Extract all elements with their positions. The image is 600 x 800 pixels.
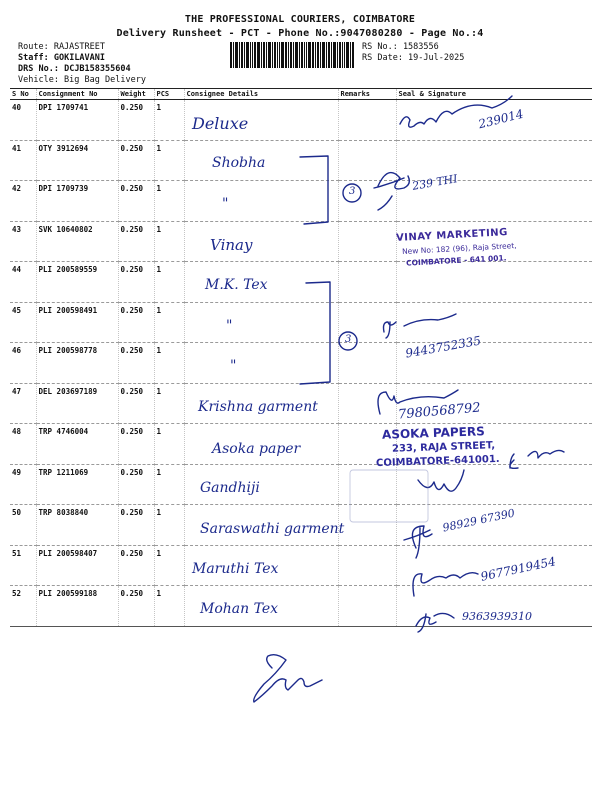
table-header-row bbox=[10, 89, 592, 100]
cell-weight: 0.250 bbox=[118, 343, 154, 384]
cell-pcs: 1 bbox=[154, 140, 184, 181]
table-row bbox=[10, 181, 592, 222]
cell-remarks bbox=[338, 545, 396, 586]
hw-consignee-49: Gandhiji bbox=[200, 480, 260, 496]
cell-consignment: PLI 200598778 bbox=[36, 343, 118, 384]
hw-consignee-51: Maruthi Tex bbox=[192, 561, 279, 577]
cell-consignment: DPI 1709741 bbox=[36, 100, 118, 141]
cell-weight: 0.250 bbox=[118, 181, 154, 222]
barcode-icon bbox=[230, 42, 354, 68]
staff-name: GOKILAVANI bbox=[53, 53, 106, 63]
hw-phone-52: 9363939310 bbox=[462, 610, 532, 623]
drs-number: DCJB158355604 bbox=[64, 64, 131, 74]
cell-remarks bbox=[338, 140, 396, 181]
cell-consignment: OTY 3912694 bbox=[36, 140, 118, 181]
col-header-weight: Weight bbox=[118, 89, 154, 100]
hw-consignee-42: " bbox=[222, 196, 229, 212]
col-header-sno: S No bbox=[10, 89, 36, 100]
cell-weight: 0.250 bbox=[118, 424, 154, 465]
cell-pcs: 1 bbox=[154, 383, 184, 424]
table-row bbox=[10, 464, 592, 505]
hw-consignee-46: " bbox=[230, 358, 237, 374]
cell-consignment: DEL 203697189 bbox=[36, 383, 118, 424]
hw-consignee-40: Deluxe bbox=[192, 114, 249, 133]
stamp-asoka-addr1: 233, RAJA STREET, bbox=[391, 440, 496, 455]
hw-consignee-47: Krishna garment bbox=[198, 399, 318, 415]
cell-pcs: 1 bbox=[154, 545, 184, 586]
rs-date: RS Date: 19-Jul-2025 bbox=[362, 53, 465, 63]
cell-consignee bbox=[184, 181, 338, 222]
hw-phone-50: 98929 67390 bbox=[441, 506, 517, 535]
cell-weight: 0.250 bbox=[118, 221, 154, 262]
cell-sno: 42 bbox=[10, 181, 36, 222]
cell-weight: 0.250 bbox=[118, 586, 154, 627]
hw-note-42: 239 THI bbox=[411, 172, 459, 193]
company-title: THE PROFESSIONAL COURIERS, COIMBATORE bbox=[184, 14, 416, 25]
cell-signature bbox=[396, 302, 592, 343]
cell-sno: 44 bbox=[10, 262, 36, 303]
staff-label: Staff: bbox=[18, 53, 49, 63]
hw-consignee-50: Saraswathi garment bbox=[200, 521, 345, 537]
cell-sno: 47 bbox=[10, 383, 36, 424]
hw-note-40: 239014 bbox=[476, 106, 525, 132]
cell-pcs: 1 bbox=[154, 181, 184, 222]
cell-pcs: 1 bbox=[154, 464, 184, 505]
cell-pcs: 1 bbox=[154, 505, 184, 546]
table-row bbox=[10, 140, 592, 181]
hw-consignee-48: Asoka paper bbox=[212, 441, 301, 457]
cell-remarks bbox=[338, 586, 396, 627]
cell-weight: 0.250 bbox=[118, 140, 154, 181]
cell-pcs: 1 bbox=[154, 262, 184, 303]
cell-sno: 40 bbox=[10, 100, 36, 141]
cell-weight: 0.250 bbox=[118, 100, 154, 141]
hw-consignee-43: Vinay bbox=[210, 236, 253, 254]
cell-consignment: PLI 200599188 bbox=[36, 586, 118, 627]
cell-pcs: 1 bbox=[154, 100, 184, 141]
table-row bbox=[10, 262, 592, 303]
cell-sno: 50 bbox=[10, 505, 36, 546]
runsheet-subtitle: Delivery Runsheet - PCT - Phone No.:9047080280 - Page No.:4 bbox=[116, 28, 484, 39]
cell-remarks bbox=[338, 100, 396, 141]
cell-weight: 0.250 bbox=[118, 302, 154, 343]
cell-weight: 0.250 bbox=[118, 262, 154, 303]
rs-number: RS No.: 1583556 bbox=[362, 42, 439, 52]
cell-signature bbox=[396, 262, 592, 303]
col-header-remarks: Remarks bbox=[338, 89, 396, 100]
cell-sno: 41 bbox=[10, 140, 36, 181]
cell-remarks bbox=[338, 505, 396, 546]
hw-bracket-count-2: 3 bbox=[345, 334, 352, 345]
cell-sno: 45 bbox=[10, 302, 36, 343]
cell-pcs: 1 bbox=[154, 343, 184, 384]
cell-weight: 0.250 bbox=[118, 383, 154, 424]
hw-phone-45: 9443752335 bbox=[404, 333, 482, 361]
cell-sno: 48 bbox=[10, 424, 36, 465]
cell-weight: 0.250 bbox=[118, 505, 154, 546]
stamp-asoka-addr2: COIMBATORE-641001. bbox=[375, 453, 500, 470]
table-row bbox=[10, 343, 592, 384]
col-header-consignment: Consignment No bbox=[36, 89, 118, 100]
route-label: Route: RAJASTREET bbox=[18, 42, 105, 52]
hw-phone-47: 7980568792 bbox=[397, 400, 482, 423]
cell-consignment: TRP 1211069 bbox=[36, 464, 118, 505]
stamp-vinay-addr1: New No: 182 (96), Raja Street, bbox=[401, 241, 517, 256]
cell-remarks bbox=[338, 383, 396, 424]
cell-consignment: SVK 10640802 bbox=[36, 221, 118, 262]
cell-sno: 52 bbox=[10, 586, 36, 627]
stamp-asoka-name: ASOKA PAPERS bbox=[381, 424, 485, 442]
cell-consignment: PLI 200598407 bbox=[36, 545, 118, 586]
cell-sno: 43 bbox=[10, 221, 36, 262]
drs-label: DRS No.: bbox=[18, 64, 59, 74]
cell-remarks bbox=[338, 181, 396, 222]
cell-signature bbox=[396, 140, 592, 181]
cell-remarks bbox=[338, 262, 396, 303]
cell-pcs: 1 bbox=[154, 586, 184, 627]
table-row bbox=[10, 424, 592, 465]
cell-consignment: PLI 200589559 bbox=[36, 262, 118, 303]
hw-consignee-52: Mohan Tex bbox=[200, 601, 279, 617]
cell-consignment: DPI 1709739 bbox=[36, 181, 118, 222]
col-header-signature: Seal & Signature bbox=[396, 89, 592, 100]
cell-consignment: PLI 200598491 bbox=[36, 302, 118, 343]
runsheet-table bbox=[10, 88, 592, 627]
staff-line bbox=[18, 53, 105, 63]
hw-consignee-44: M.K. Tex bbox=[205, 277, 268, 293]
cell-pcs: 1 bbox=[154, 302, 184, 343]
vehicle-label: Vehicle: Big Bag Delivery bbox=[18, 75, 146, 85]
cell-pcs: 1 bbox=[154, 424, 184, 465]
cell-consignee bbox=[184, 343, 338, 384]
cell-sno: 46 bbox=[10, 343, 36, 384]
cell-remarks bbox=[338, 221, 396, 262]
cell-pcs: 1 bbox=[154, 221, 184, 262]
cell-consignment: TRP 4746004 bbox=[36, 424, 118, 465]
cell-weight: 0.250 bbox=[118, 464, 154, 505]
cell-consignee bbox=[184, 302, 338, 343]
cell-signature bbox=[396, 464, 592, 505]
footer-signature bbox=[254, 655, 322, 702]
hw-bracket-count-1: 3 bbox=[349, 186, 356, 197]
stamp-vinay-addr2: COIMBATORE - 641 001. bbox=[405, 253, 507, 268]
table-row bbox=[10, 302, 592, 343]
hw-consignee-45: " bbox=[226, 318, 233, 334]
cell-sno: 51 bbox=[10, 545, 36, 586]
cell-remarks bbox=[338, 343, 396, 384]
hw-consignee-41: Shobha bbox=[212, 155, 266, 171]
cell-sno: 49 bbox=[10, 464, 36, 505]
cell-weight: 0.250 bbox=[118, 545, 154, 586]
col-header-consignee: Consignee Details bbox=[184, 89, 338, 100]
drs-line bbox=[18, 64, 131, 74]
hw-phone-51: 9677919454 bbox=[479, 554, 557, 584]
col-header-pcs: PCS bbox=[154, 89, 184, 100]
cell-consignee bbox=[184, 221, 338, 262]
cell-consignment: TRP 8038840 bbox=[36, 505, 118, 546]
cell-remarks bbox=[338, 464, 396, 505]
stamp-vinay-name: VINAY MARKETING bbox=[395, 227, 509, 244]
